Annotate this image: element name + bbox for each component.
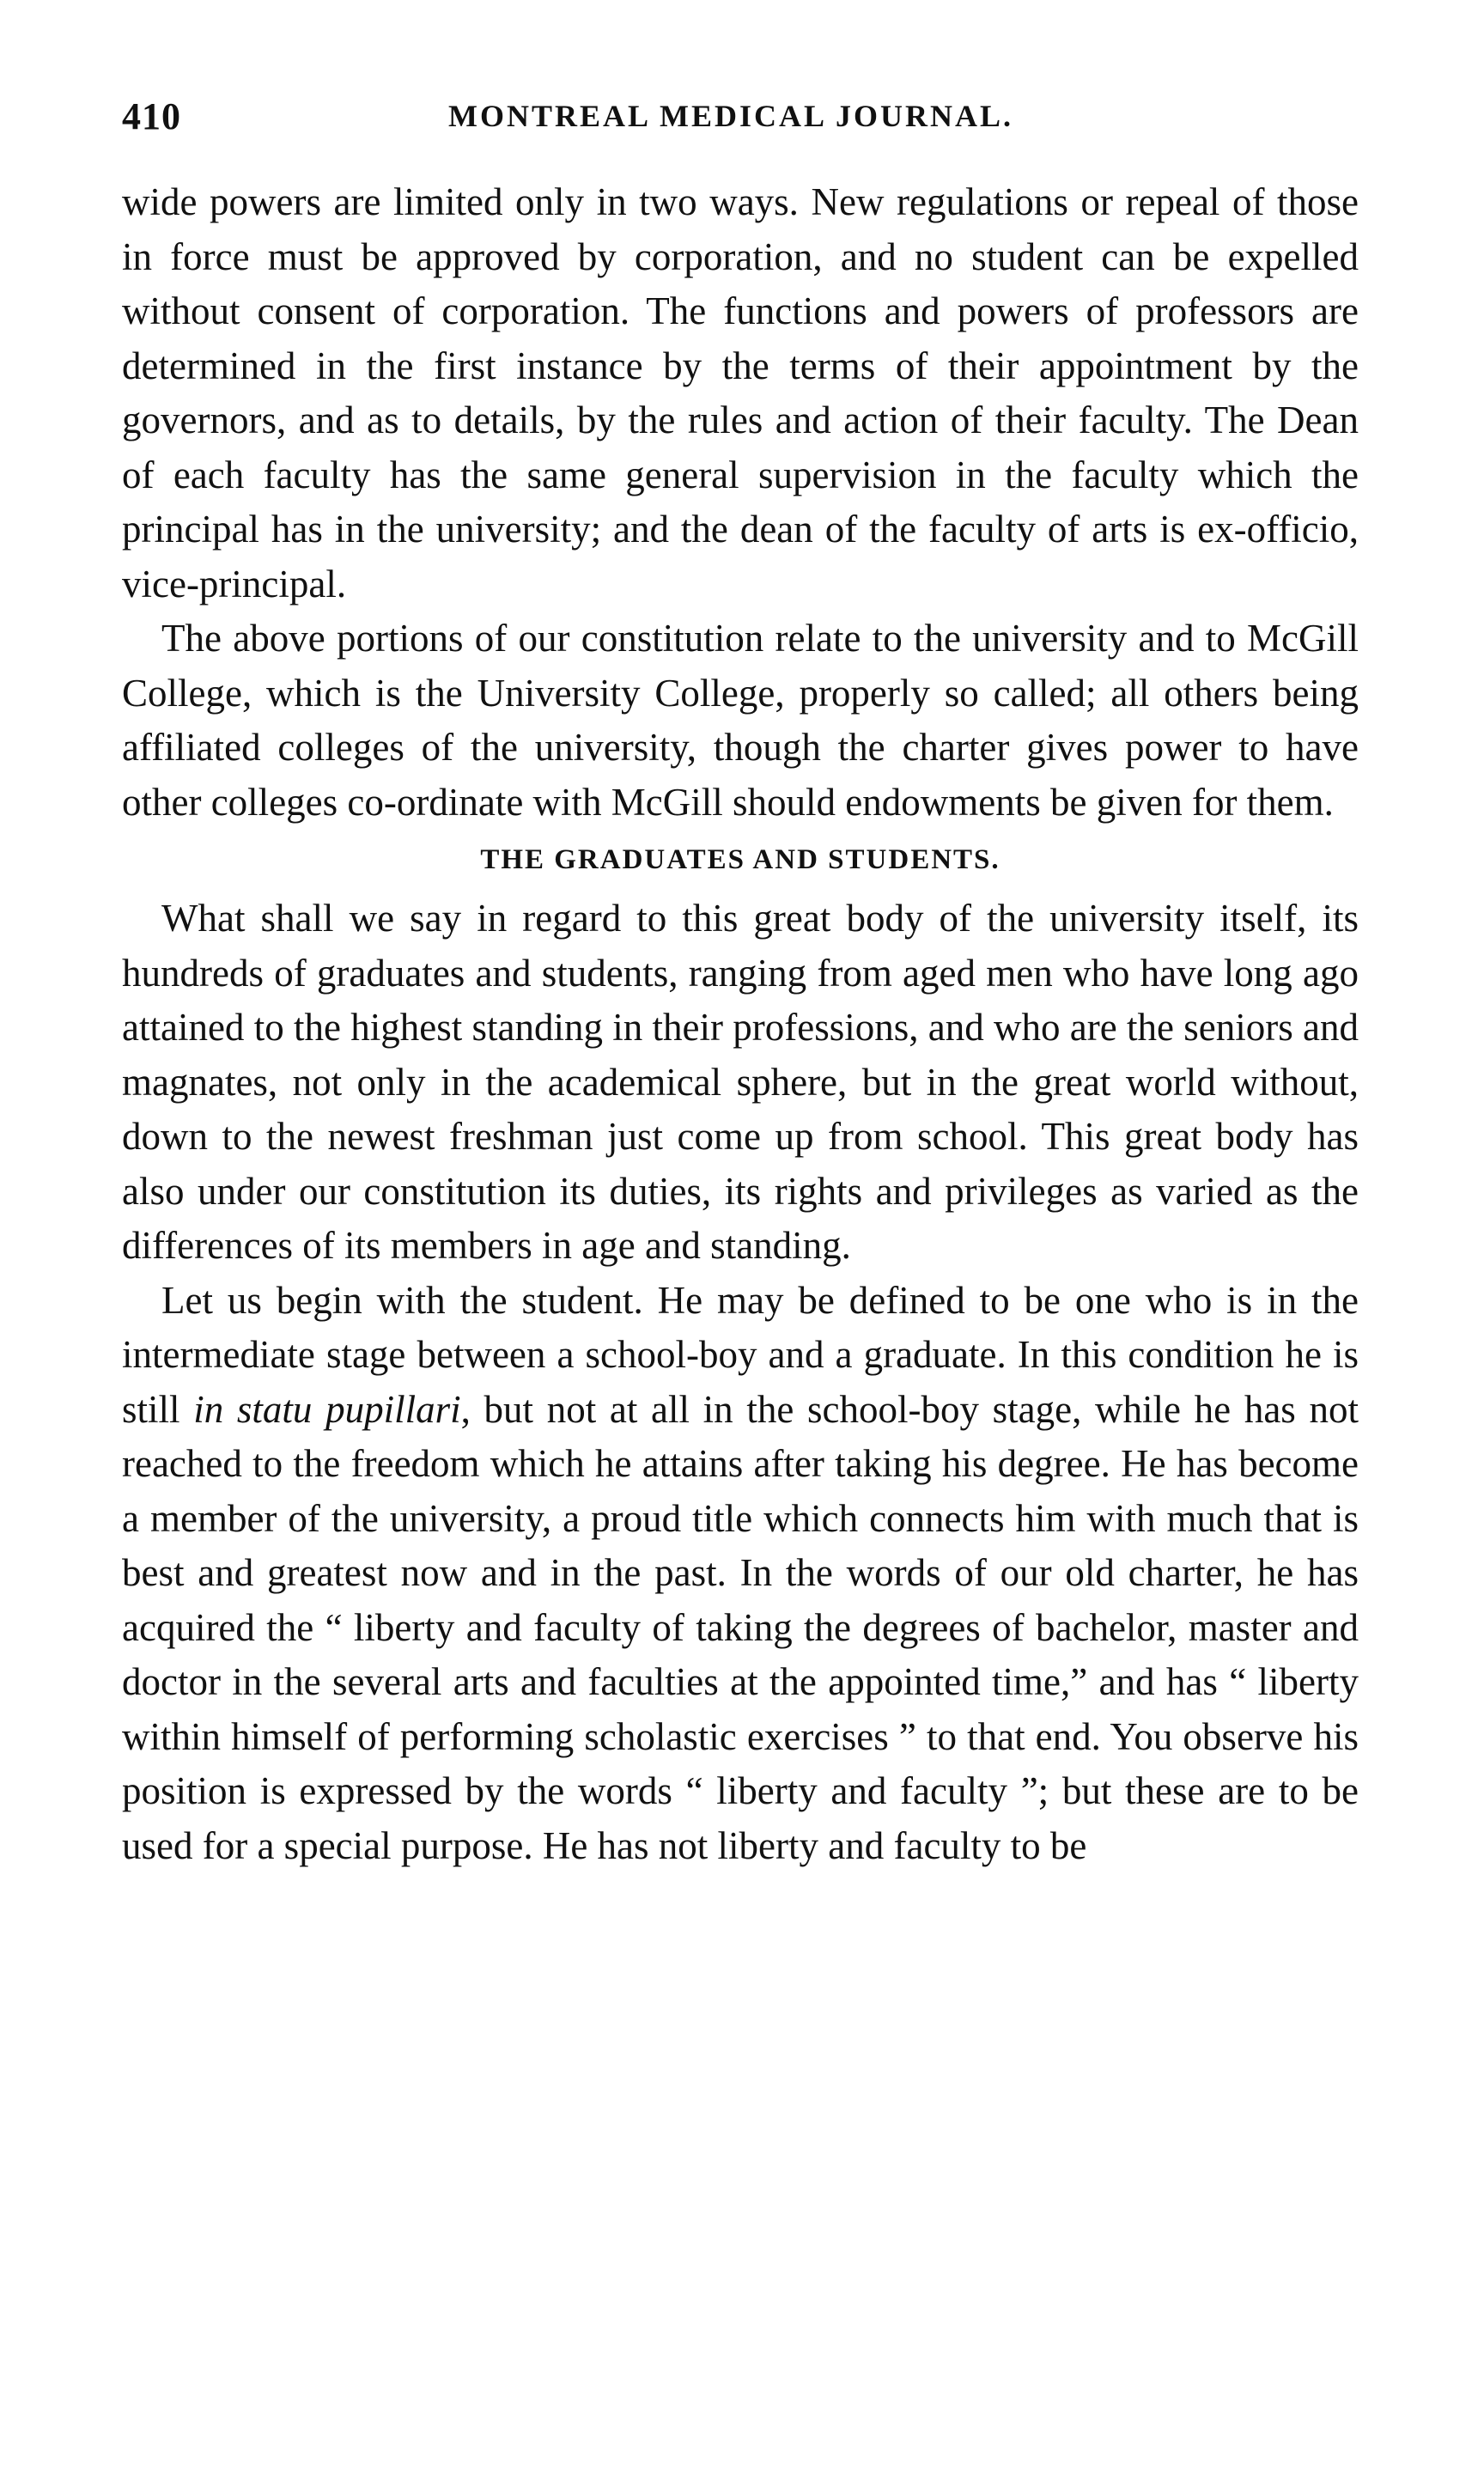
- latin-phrase: in statu pupillari: [193, 1387, 461, 1431]
- student-text-end: , but not at all in the school-boy stage, while he has not reached to the freedom which he attains after taking his degree. He has become a member of the university, a proud title which connects him with much that is best and greatest now and in the past. In the words of our old charter, he has acquired the “ liberty and faculty of taking the degrees of bachelor, master and doctor in the several arts and faculties at the appointed time,” and has “ liberty within himself of performing scholastic exercises ” to that end. You observe his position is expressed by the words “ liberty and faculty ”; but these are to be used for a special purpose. He has not liberty and faculty to be: [122, 1387, 1359, 1867]
- student-text-start: Let us begin with the student. He may be defined to be one who is in the intermediate stage between a school-boy and a graduate. In this condition he is still: [122, 1278, 1359, 1431]
- paragraph-student: [122, 1274, 1359, 1874]
- paragraph-graduates: What shall we say in regard to this great body of the university itself, its hundreds of graduates and students, ranging from aged men who have long ago attained to the highest standing in their professions, and who are the seniors and magnates, not only in the academical sphere, but in the great world without, down to the newest freshman just come up from school. This great body has also under our constitution its duties, its rights and privileges as varied as the differences of its members in age and standing.: [122, 897, 1359, 1267]
- journal-page: [122, 94, 1359, 1873]
- journal-title: MONTREAL MEDICAL JOURNAL.: [448, 99, 1014, 133]
- page-number: 410: [122, 95, 181, 137]
- paragraph-powers: wide powers are limited only in two ways. New regulations or repeal of those in force must be approved by corporation, and no student can be expelled without consent of corporation. The functions and powers of professors are determined in the first instance by the terms of their appointment by the governors, and as to details, by the rules and action of their faculty. The Dean of each faculty has the same general supervision in the faculty which the principal has in the university; and the dean of the faculty of arts is ex-officio, vice-principal.: [122, 180, 1359, 606]
- paragraph-constitution: The above portions of our constitution relate to the university and to McGill College, which is the University College, properly so called; all others being affiliated colleges of the university, though the charter gives power to have other colleges co-ordinate with McGill should endowments be given for them.: [122, 617, 1359, 824]
- running-head: [122, 94, 1359, 156]
- article-body: [122, 175, 1359, 1873]
- section-heading: THE GRADUATES AND STUDENTS.: [480, 844, 1000, 875]
